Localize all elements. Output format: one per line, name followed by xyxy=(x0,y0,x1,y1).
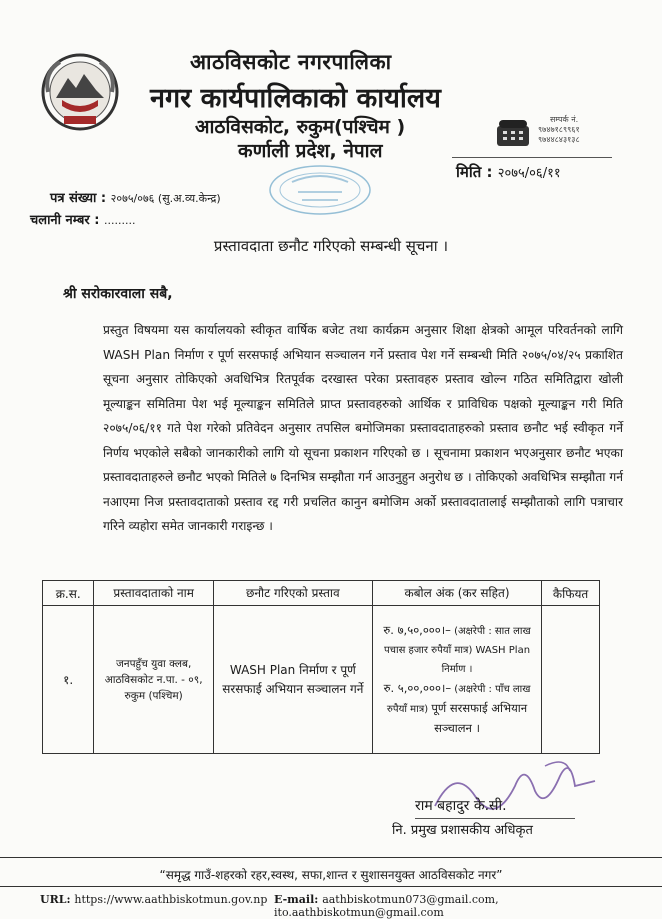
footer-email xyxy=(274,893,662,919)
email-label: E-mail: xyxy=(274,893,319,906)
letter-number-line xyxy=(50,188,221,206)
table-row xyxy=(43,606,600,754)
government-emblem-icon xyxy=(40,52,120,132)
col-header-remarks: कैफियत xyxy=(542,581,600,606)
letter-number-label: पत्र संख्या : xyxy=(50,191,107,206)
footer-rule-top xyxy=(0,857,662,858)
notice-body-paragraph: प्रस्तुत विषयमा यस कार्यालयको स्वीकृत वार्षिक बजेट तथा कार्यक्रम अनुसार शिक्षा क्षेत्रको आमूल परिवर्तनको लागि WASH Plan निर्माण र पूर्ण सरसफाई अभियान सञ्चालन गर्ने प्रस्ताव पेश गर्ने सम्बन्धी मिति २०७५/०४/२५ प्रकाशित सूचना अनुसार तोकिएको अवधिभित्र रितपूर्वक दरखास्त परेका प्रस्तावहरु प्रस्ताव खोल्न गठित समितिद्वारा खोली मूल्याङ्कन समितिमा पेश भई मूल्याङ्कन समितिले प्राप्त प्रस्तावहरुको आर्थिक र प्राविधिक पक्षको मूल्याङ्कन गरी मिति २०७५/०६/११ गते पेश गरेको प्रतिवेदन अनुसार तपसिल बमोजिमका प्रस्तावदाताहरुको प्रस्ताव छनौट भई स्वीकृत गर्ने निर्णय भएकोले सबैको जानकारीको लागि यो सूचना प्रकाशन गरिएको छ । सूचनामा प्रकाशन भएअनुसार छनौट भएका प्रस्तावदाताहरुले छनौट भएको मितिले ७ दिनभित्र सम्झौता गर्न आउनुहुन अनुरोध छ । तोकिएको अवधिभित्र सम्झौता गर्न नआएमा निज प्रस्तावदाताको प्रस्ताव रद्द गरी प्रचलित कानुन बमोजिम अर्को प्रस्तावदातालाई सम्झौताको लागि पत्राचार गरिने व्यहोरा समेत जानकारी गराइन्छ । xyxy=(103,323,623,533)
cell-bid xyxy=(372,606,541,754)
bid-2 xyxy=(377,679,537,739)
col-header-sn: क्र.स. xyxy=(43,581,94,606)
date-value: २०७५/०६/११ xyxy=(497,166,561,181)
contact-label: सम्पर्क नं. xyxy=(550,115,579,124)
bid-1-words: (अक्षरेपी : सात लाख पचास हजार रुपैयाँ मात्र) WASH Plan निर्माण । xyxy=(383,625,531,675)
date-line xyxy=(456,162,561,182)
dispatch-number-line xyxy=(30,210,135,228)
email-value[interactable]: aathbiskotmun073@gmail.com, ito.aathbiskotmun@gmail.com xyxy=(274,893,499,919)
selection-table xyxy=(42,580,600,754)
bid-2-words: (अक्षरेपी : पाँच लाख रुपैयाँ मात्र) xyxy=(386,683,531,715)
signatory-post: नि. प्रमुख प्रशासकीय अधिकृत xyxy=(392,823,533,838)
notice-title: प्रस्तावदाता छनौट गरिएको सम्बन्धी सूचना । xyxy=(213,237,449,255)
notice-body xyxy=(63,318,623,539)
greeting: श्री सरोकारवाला सबै, xyxy=(63,286,173,302)
footer-rule-bottom xyxy=(0,886,662,887)
date-label: मिति : xyxy=(456,163,493,181)
dispatch-number-value: ......... xyxy=(103,214,136,227)
footer-motto: “समृद्ध गाउँ-शहरको रहर,स्वस्थ, सफा,शान्त र सुशासनयुक्त आठविसकोट नगर” xyxy=(159,868,503,882)
footer-url xyxy=(40,893,267,906)
header-province: कर्णाली प्रदेश, नेपाल xyxy=(238,140,383,162)
telephone-icon xyxy=(495,118,531,148)
bid-2-amount: रु. ५,००,०००।– xyxy=(383,680,452,695)
table-header-row xyxy=(43,581,600,606)
url-value[interactable]: https://www.aathbiskotmun.gov.np xyxy=(74,893,268,906)
header-address: आठविसकोट, रुकुम(पश्चिम ) xyxy=(195,116,406,138)
bid-1 xyxy=(377,621,537,679)
cell-remarks xyxy=(542,606,600,754)
bid-2-description: पूर्ण सरसफाई अभियान सञ्चालन । xyxy=(431,700,528,735)
contact-phone-1: ९७४७१८९९६१ xyxy=(538,125,580,134)
col-header-name: प्रस्तावदाताको नाम xyxy=(94,581,213,606)
dispatch-number-label: चलानी नम्बर : xyxy=(30,213,100,228)
signature-rule xyxy=(415,818,575,819)
letter-number-value: २०७५/०७६ (सु.अ.व्य.केन्द्र) xyxy=(110,192,221,205)
contact-phone-2: ९७४४८४३१३८ xyxy=(538,135,580,144)
col-header-bid: कबोल अंक (कर सहित) xyxy=(372,581,541,606)
cell-name: जनपहुँच युवा क्लब, आठविसकोट न.पा. - ०९, रुकुम (पश्चिम) xyxy=(94,606,213,754)
header-office: नगर कार्यपालिकाको कार्यालय xyxy=(150,83,441,114)
url-label: URL: xyxy=(40,893,71,906)
signatory-name: राम बहादुर के.सी. xyxy=(415,798,507,814)
col-header-proposal: छनौट गरिएको प्रस्ताव xyxy=(213,581,372,606)
office-stamp-icon xyxy=(262,162,372,220)
cell-sn: १. xyxy=(43,606,94,754)
bid-1-amount: रु. ७,५०,०००।– xyxy=(383,622,451,637)
cell-proposal: WASH Plan निर्माण र पूर्ण सरसफाई अभियान सञ्चालन गर्ने xyxy=(213,606,372,754)
header-municipality: आठविसकोट नगरपालिका xyxy=(190,50,392,74)
contact-block xyxy=(538,115,580,145)
